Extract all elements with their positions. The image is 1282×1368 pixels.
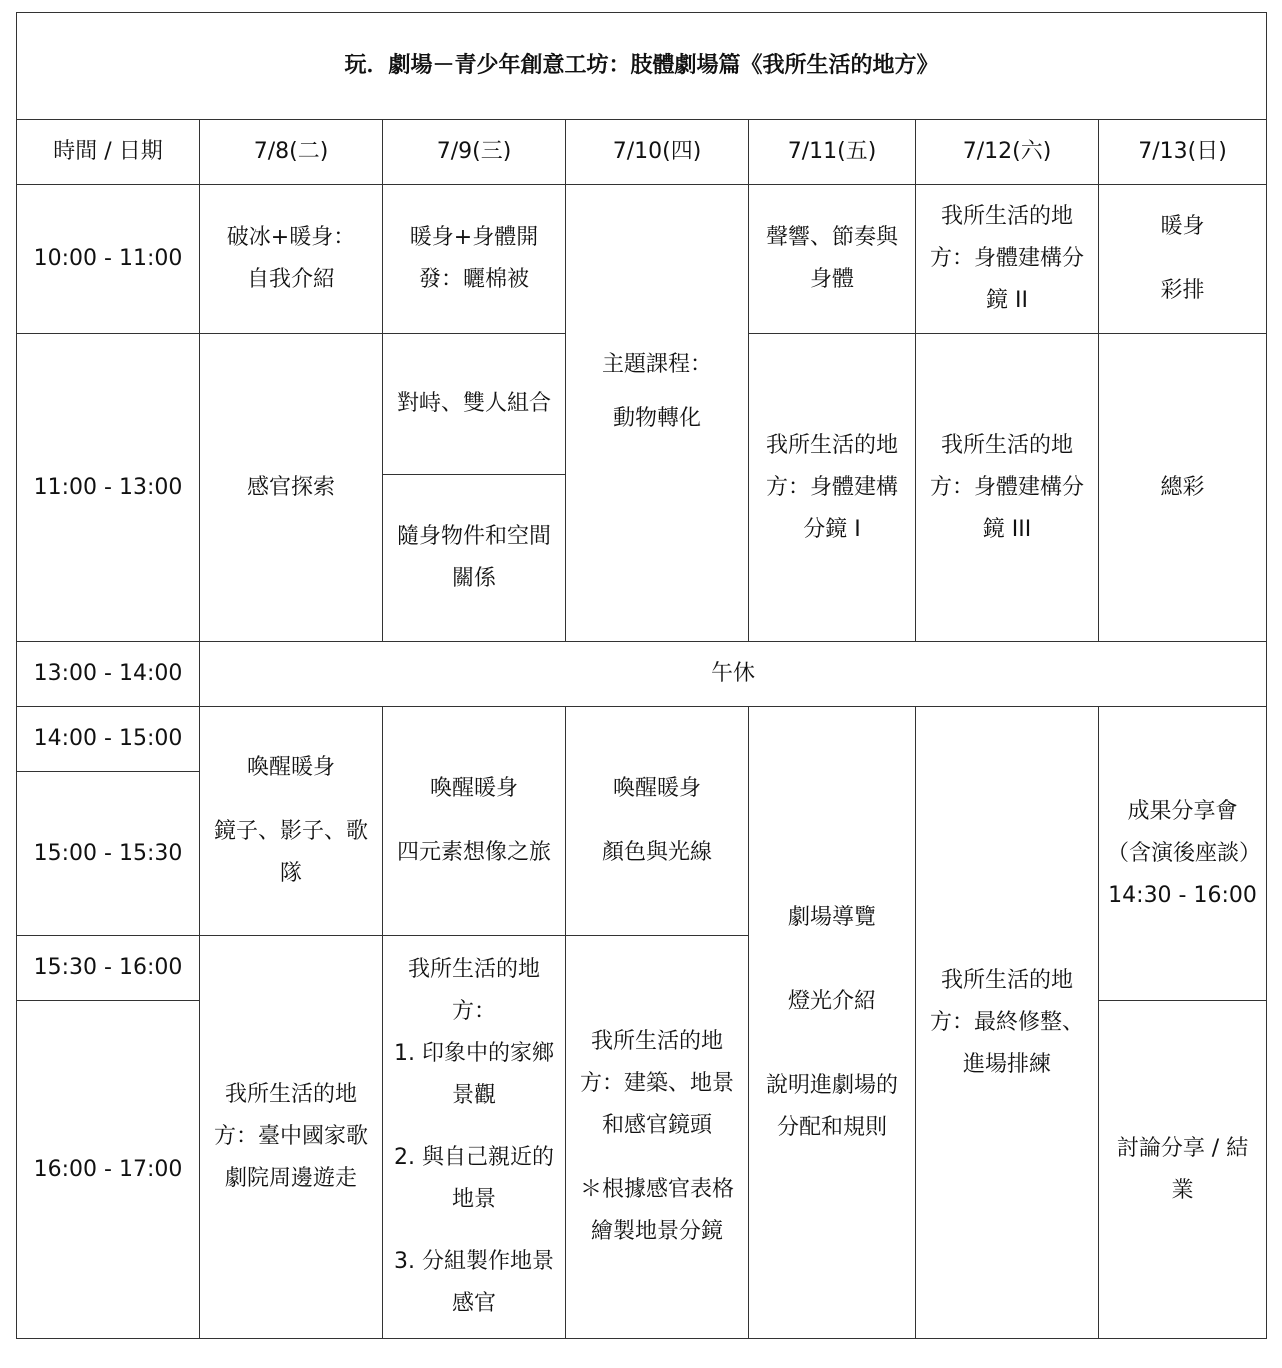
cell-0711-late-morning: 我所生活的地方：身體建構分鏡 I (749, 334, 916, 642)
cell-0711-afternoon (749, 707, 916, 1339)
time-1600: 16:00 - 17:00 (17, 1001, 200, 1339)
activity-line: 四元素想像之旅 (396, 840, 551, 865)
activity-line: 喚醒暖身 (246, 755, 335, 780)
date-header-0708: 7/8(二) (200, 120, 383, 185)
cell-0713-evening: 討論分享 / 結業 (1099, 1001, 1267, 1339)
schedule-table (16, 12, 1267, 1339)
activity-line: ＊根據感官表格繪製地景分鏡 (579, 1177, 734, 1244)
cell-0709-morning: 暖身+身體開發：曬棉被 (383, 185, 566, 334)
cell-0710-evening (566, 936, 749, 1339)
activity-line: 我所生活的地方： (407, 957, 540, 1024)
activity-line: 我所生活的地方：建築、地景和感官鏡頭 (579, 1029, 734, 1138)
cell-0709-afternoon (383, 707, 566, 936)
cell-0710-theme (566, 185, 749, 642)
date-header-0712: 7/12(六) (916, 120, 1099, 185)
cell-0711-morning: 聲響、節奏與身體 (749, 185, 916, 334)
schedule-title: 玩．劇場－青少年創意工坊：肢體劇場篇《我所生活的地方》 (17, 13, 1267, 120)
lunch-break: 午休 (200, 642, 1267, 707)
activity-line: 喚醒暖身 (429, 776, 518, 801)
cell-0709-mid1: 對峙、雙人組合 (383, 334, 566, 475)
time-1500: 15:00 - 15:30 (17, 772, 200, 936)
cell-0708-morning (200, 185, 383, 334)
time-date-header: 時間 / 日期 (17, 120, 200, 185)
activity-line: 顏色與光線 (601, 840, 712, 865)
time-1530: 15:30 - 16:00 (17, 936, 200, 1001)
activity-line: 成果分享會（含演後座談） (1107, 798, 1262, 866)
cell-0713-afternoon (1099, 707, 1267, 1001)
cell-0713-late-morning: 總彩 (1099, 334, 1267, 642)
activity-line: 暖身 (1160, 214, 1205, 239)
time-1100: 11:00 - 13:00 (17, 334, 200, 642)
cell-0712-morning: 我所生活的地方：身體建構分鏡 II (916, 185, 1099, 334)
list-item: 1. 印象中的家鄉景觀 (394, 1041, 554, 1108)
cell-0712-afternoon: 我所生活的地方：最終修整、進場排練 (916, 707, 1099, 1339)
time-1000: 10:00 - 11:00 (17, 185, 200, 334)
activity-line: 主題課程： (601, 352, 712, 377)
cell-0709-mid2: 隨身物件和空間關係 (383, 475, 566, 642)
row-1000 (17, 185, 1267, 334)
date-header-0709: 7/9(三) (383, 120, 566, 185)
activity-line: 燈光介紹 (787, 988, 876, 1014)
activity-line: 鏡子、影子、歌隊 (213, 819, 368, 886)
row-1300 (17, 642, 1267, 707)
cell-0712-late-morning: 我所生活的地方：身體建構分鏡 III (916, 334, 1099, 642)
date-header-0713: 7/13(日) (1099, 120, 1267, 185)
steps-list (391, 1033, 557, 1325)
cell-0710-afternoon (566, 707, 749, 936)
title-row (17, 13, 1267, 120)
cell-0708-afternoon (200, 707, 383, 936)
row-1400 (17, 707, 1267, 772)
time-1400: 14:00 - 15:00 (17, 707, 200, 772)
date-header-0710: 7/10(四) (566, 120, 749, 185)
time-1300: 13:00 - 14:00 (17, 642, 200, 707)
activity-line: 劇場導覽 (787, 904, 876, 930)
list-item: 2. 與自己親近的地景 (394, 1145, 554, 1212)
cell-0708-late-morning: 感官探索 (200, 334, 383, 642)
activity-line: 14:30 - 16:00 (1108, 882, 1257, 908)
activity-line: 破冰+暖身： (226, 225, 356, 250)
cell-0713-morning (1099, 185, 1267, 334)
cell-0709-evening (383, 936, 566, 1339)
activity-line: 說明進劇場的分配和規則 (765, 1072, 898, 1140)
list-item: 3. 分組製作地景感官 (394, 1249, 554, 1316)
date-header-0711: 7/11(五) (749, 120, 916, 185)
cell-0708-evening: 我所生活的地方：臺中國家歌劇院周邊遊走 (200, 936, 383, 1339)
activity-line: 自我介紹 (246, 267, 335, 292)
header-row (17, 120, 1267, 185)
activity-line: 彩排 (1160, 278, 1205, 303)
activity-line: 動物轉化 (612, 406, 701, 431)
activity-line: 喚醒暖身 (612, 776, 701, 801)
